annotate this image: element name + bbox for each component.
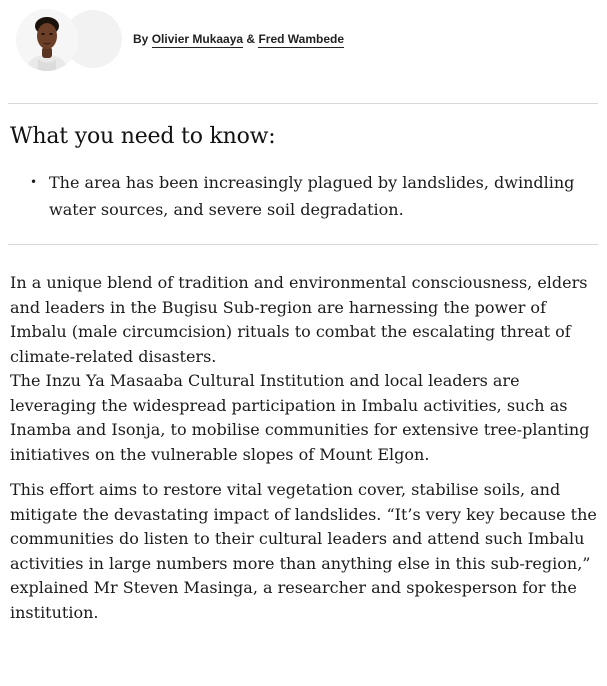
avatar-olivier-mukaaya[interactable] xyxy=(16,9,78,71)
byline-prefix: By xyxy=(133,32,149,46)
bullet-icon: • xyxy=(30,175,38,189)
byline-text xyxy=(133,32,344,46)
author-link-olivier-mukaaya[interactable]: Olivier Mukaaya xyxy=(151,32,244,46)
article-paragraph: The Inzu Ya Masaaba Cultural Institution and local leaders are leveraging the widespread participation in Imbalu activities, such as Inamba and Isonja, to mobilise communities for extensive tree-planting initiatives on the vulnerable slopes of Mount Elgon. xyxy=(10,371,590,464)
article-paragraph: This effort aims to restore vital vegetation cover, stabilise soils, and mitigate the devastating impact of landslides. “It’s very key because the communities do listen to their cultural leaders and attend such Imbalu activities in large numbers more than anything else in this sub-region,” explained Mr Steven Masinga, a researcher and spokesperson for the institution. xyxy=(10,480,597,622)
key-points-heading: What you need to know: xyxy=(10,124,276,149)
article-paragraph: In a unique blend of tradition and environmental consciousness, elders and leaders in the Bugisu Sub-region are harnessing the power of Imbalu (male circumcision) rituals to combat the escalating threat of climate-related disasters. xyxy=(10,273,588,366)
author-link-fred-wambede[interactable]: Fred Wambede xyxy=(258,32,345,46)
key-point-item xyxy=(30,169,580,223)
article-body xyxy=(10,271,604,636)
portrait-image xyxy=(16,9,78,71)
author-byline xyxy=(10,5,600,75)
section-divider-top xyxy=(8,103,598,104)
key-points-list xyxy=(30,169,580,223)
section-divider-middle xyxy=(8,244,598,245)
key-point-text: The area has been increasingly plagued by landslides, dwindling water sources, and severe soil degradation. xyxy=(49,173,575,219)
byline-separator: & xyxy=(246,32,256,46)
author-avatars xyxy=(16,9,126,71)
